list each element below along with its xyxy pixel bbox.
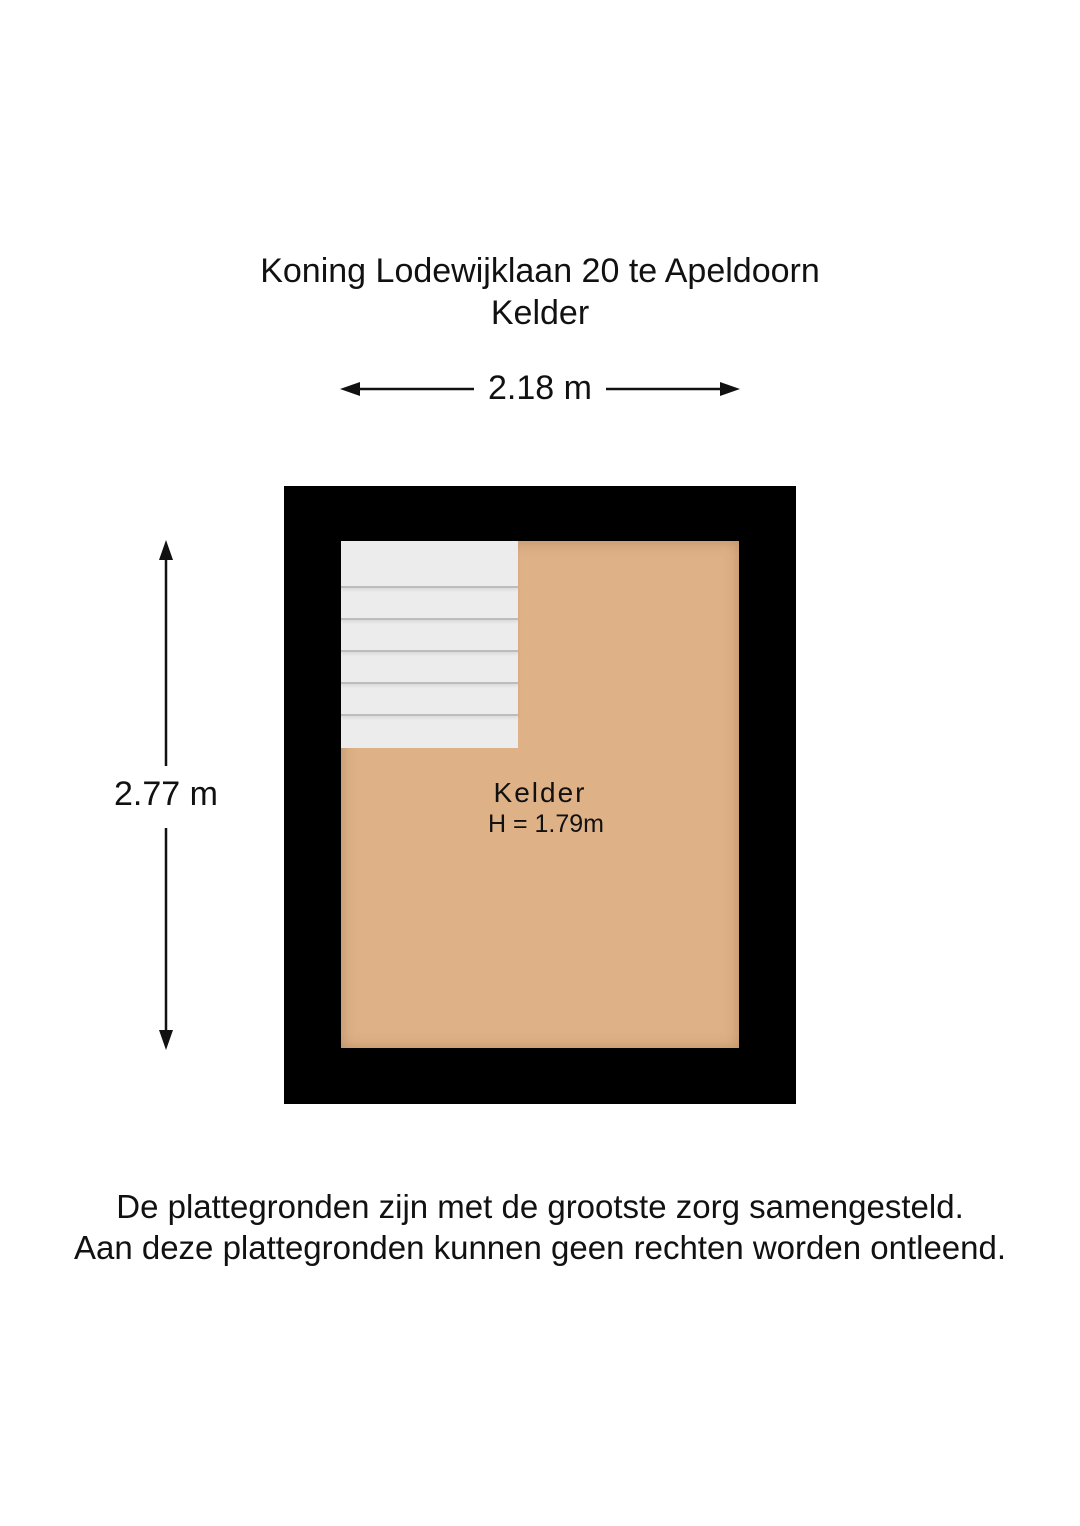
disclaimer-line-1: De plattegronden zijn met de grootste zorg samengesteld. [116,1188,964,1225]
stair-step [341,588,518,620]
staircase [341,541,518,748]
width-label: 2.18 m [488,369,592,407]
arrow-up-icon [159,540,173,560]
stair-step [341,684,518,716]
address-title: Koning Lodewijklaan 20 te Apeldoorn [260,252,820,290]
arrow-down-icon [159,1030,173,1050]
floor-plan-walls [284,486,796,1104]
width-dimension [338,366,742,412]
room-height-label: H = 1.79m [487,810,605,838]
stair-step [341,652,518,684]
room-kelder [341,541,739,1048]
floor-title: Kelder [490,294,590,332]
stair-step [341,541,518,588]
stair-step [341,620,518,652]
room-name-label: Kelder [493,777,587,808]
disclaimer-line-2: Aan deze plattegronden kunnen geen rechten worden ontleend. [73,1229,1007,1266]
height-label: 2.77 m [114,775,218,813]
height-dimension [100,538,240,1052]
